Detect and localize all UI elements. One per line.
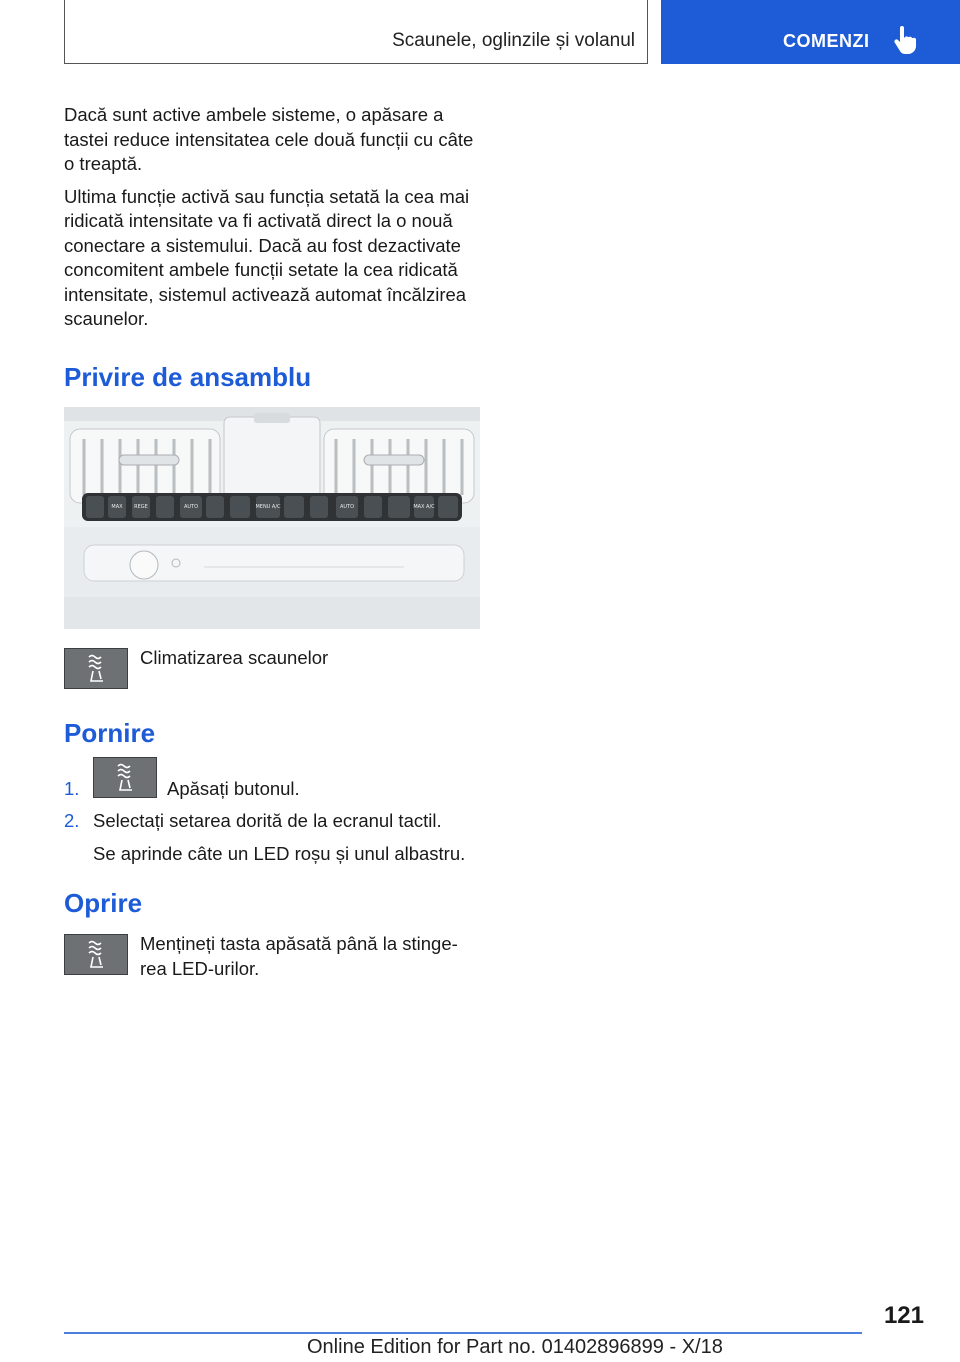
step-1-number: 1. [64, 778, 80, 799]
seat-ventilation-icon [65, 649, 127, 688]
intro-block [64, 103, 480, 332]
section-title: Scaunele, oglinzile și volanul [392, 30, 635, 51]
step-2-note: Se aprinde câte un LED roșu și unul albastru. [93, 843, 466, 864]
climate-panel-photo [64, 407, 480, 629]
intro-paragraph-2: Ultima funcție activă sau funcția setată la cea mai ridicată intensitate va fi activată direct la o nouă conectare a sistemului. Dacă au fost dezactivate concomitent ambele funcții setate la cea ridicată intensitate, sistemul activează automat încălzirea scaunelor. [64, 185, 470, 329]
panel-label-max-ac: MAX A/C [413, 504, 435, 510]
step-1-text: Apăsați butonul. [167, 778, 300, 799]
panel-label-max: MAX [111, 504, 123, 510]
panel-label-auto-left: AUTO [183, 504, 199, 510]
panel-label-auto-right: AUTO [339, 504, 355, 510]
seat-ventilation-icon-box-stop [64, 934, 128, 975]
seat-ventilation-icon [65, 935, 127, 974]
seat-ventilation-icon-box [64, 648, 128, 689]
panel-label-rege: REGE [134, 504, 148, 510]
stop-heading: Oprire [64, 888, 143, 918]
panel-label-menu-ac: MENU A/C [255, 504, 281, 510]
comenzi-tab-label: COMENZI [783, 31, 870, 51]
hand-pointer-icon [894, 26, 918, 54]
climate-panel-illustration [64, 407, 480, 629]
stop-text: Mențineți tasta apăsată până la stingerea LED-urilor. [140, 933, 458, 979]
overview-caption: Climatizarea scaunelor [140, 647, 329, 668]
footer-edition: Online Edition for Part no. 01402896899 - X/18 [307, 1336, 723, 1358]
start-heading: Pornire [64, 718, 156, 748]
intro-paragraph-1: Dacă sunt active ambele sisteme, o apăsare a tastei reduce intensitatea cele două funcții cu câte o treaptă. [64, 104, 474, 174]
seat-ventilation-icon [94, 758, 156, 797]
step-2-text: Selectați setarea dorită de la ecranul tactil. [93, 810, 442, 831]
footer-divider [64, 1332, 862, 1334]
overview-heading: Privire de ansamblu [64, 362, 312, 392]
step-2-number: 2. [64, 810, 80, 831]
seat-ventilation-button-icon-box [93, 757, 157, 798]
header-section-box [64, 0, 648, 64]
page-number: 121 [883, 1302, 924, 1329]
